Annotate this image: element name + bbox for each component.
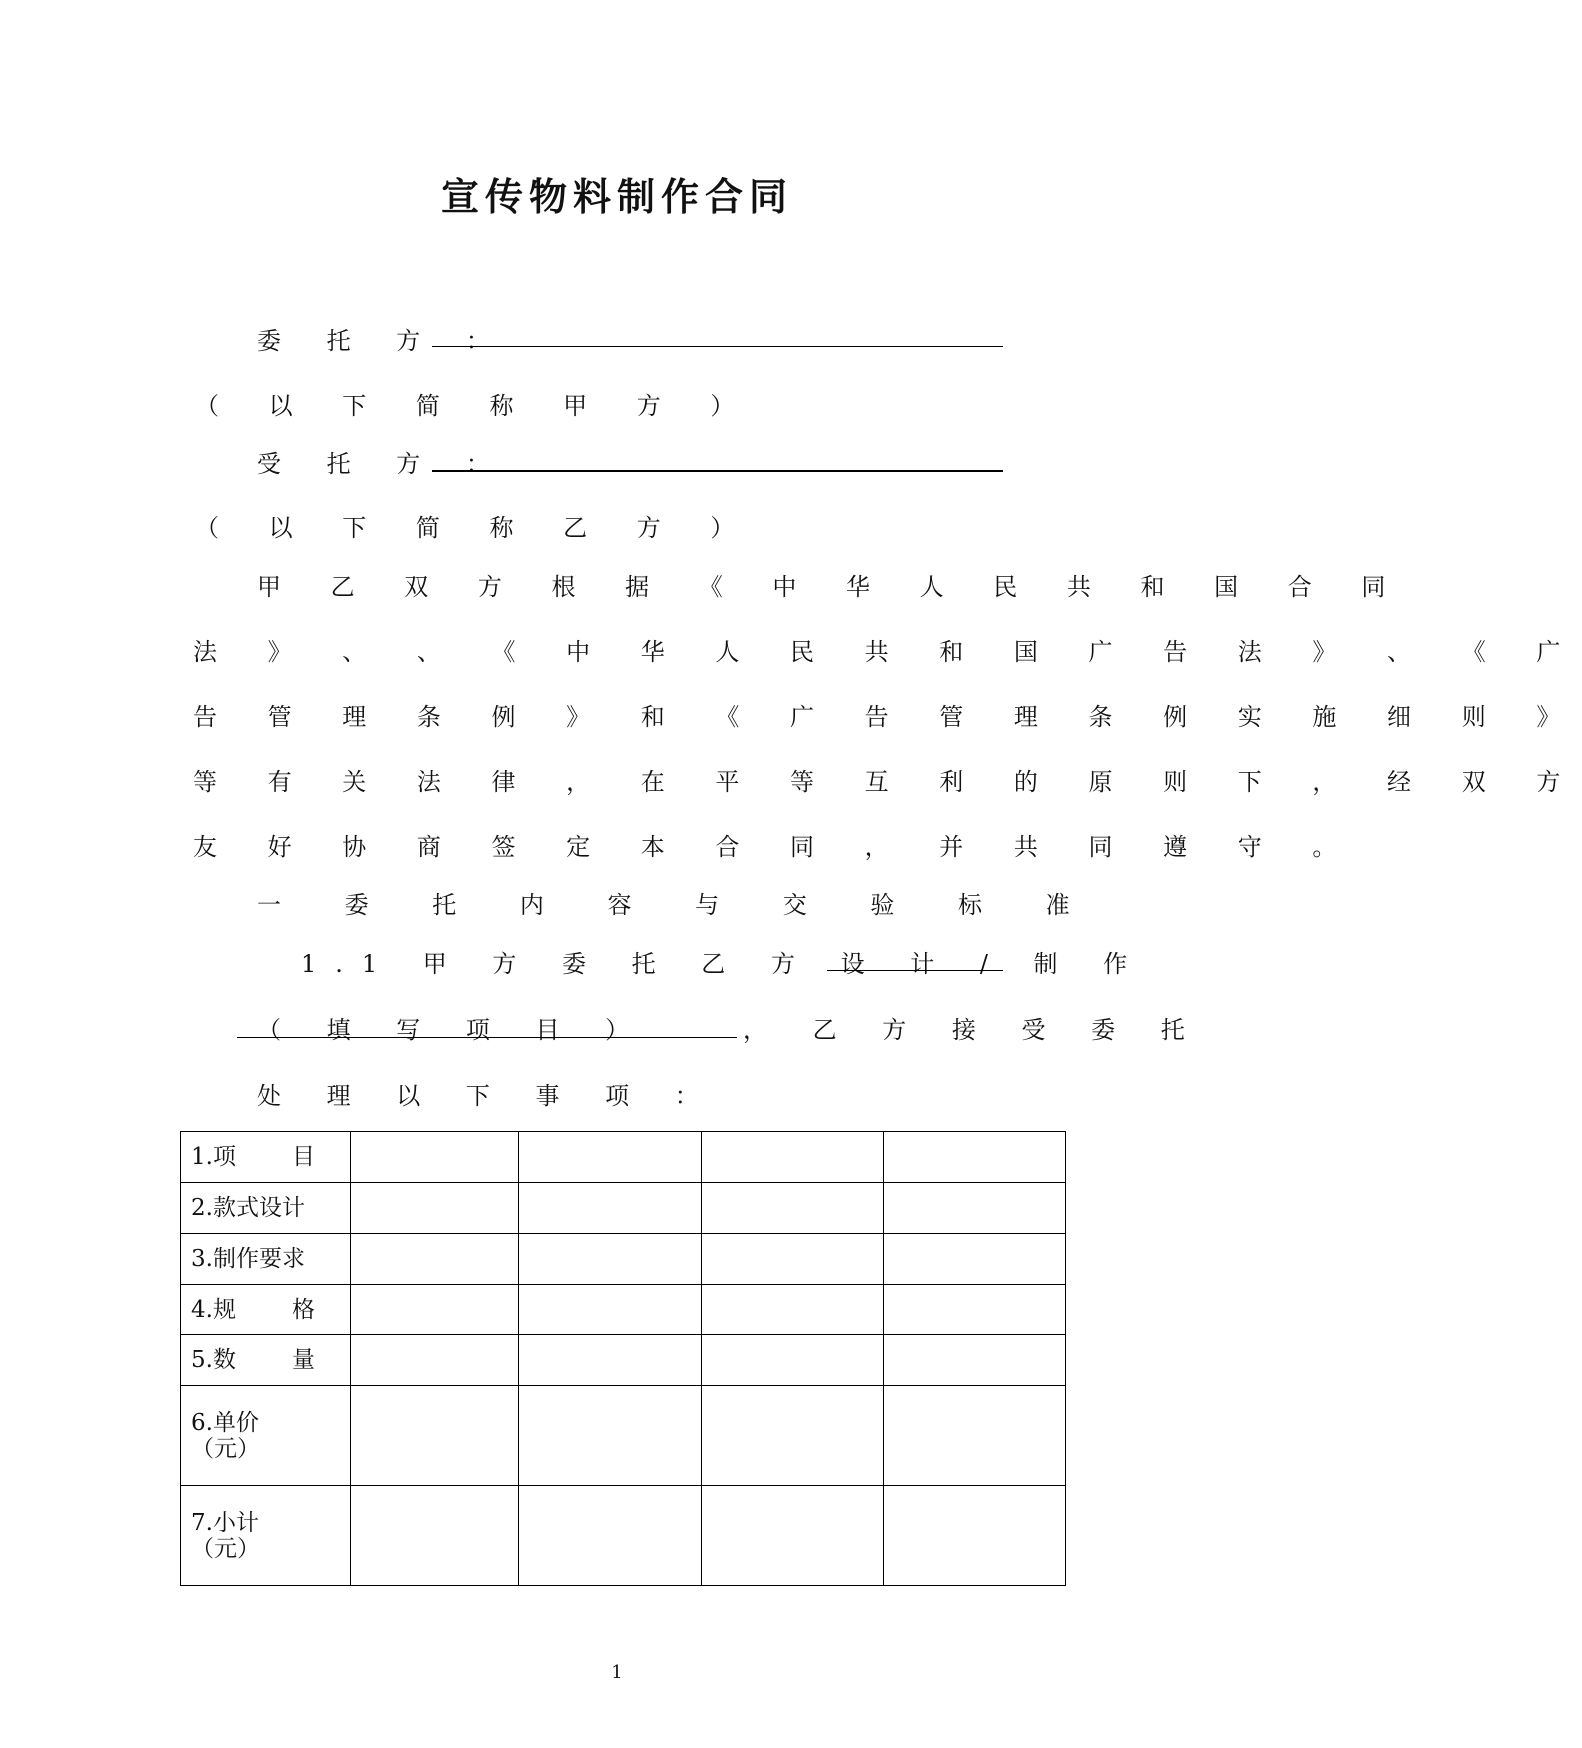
table-cell[interactable] [884, 1284, 1066, 1335]
client-label: 委 托 方 ： [257, 327, 509, 355]
row-label: 5.数 量 [181, 1335, 351, 1386]
preamble-line: 甲 乙 双 方 根 据 《 中 华 人 民 共 和 国 合 同 [257, 573, 1407, 601]
table-cell[interactable] [351, 1335, 519, 1386]
table-cell[interactable] [702, 1386, 884, 1486]
table-cell[interactable] [519, 1335, 702, 1386]
preamble-line: 友 好 协 商 签 定 本 合 同 ， 并 共 同 遵 守 。 [193, 833, 1358, 861]
page-number: 1 [611, 1662, 623, 1683]
table-row [181, 1182, 1066, 1233]
table-cell[interactable] [702, 1284, 884, 1335]
preamble-line: 告 管 理 条 例 》 和 《 广 告 管 理 条 例 实 施 细 则 》 [193, 703, 1582, 731]
section-heading: 一 委 托 内 容 与 交 验 标 准 [257, 891, 1090, 919]
table-cell[interactable] [519, 1233, 702, 1284]
table-cell[interactable] [702, 1335, 884, 1386]
table-cell[interactable] [351, 1386, 519, 1486]
table-cell[interactable] [884, 1386, 1066, 1486]
table-cell[interactable] [884, 1182, 1066, 1233]
row-label: 4.规 格 [181, 1284, 351, 1335]
table-row [181, 1335, 1066, 1386]
row-label: 7.小计 （元） [181, 1486, 351, 1586]
table-cell[interactable] [884, 1132, 1066, 1183]
table-cell[interactable] [702, 1486, 884, 1586]
table-cell[interactable] [351, 1132, 519, 1183]
table-cell[interactable] [702, 1182, 884, 1233]
table-row [181, 1386, 1066, 1486]
preamble-line: 等 有 关 法 律 ， 在 平 等 互 利 的 原 则 下 ， 经 双 方 [193, 768, 1582, 796]
contractor-label: 受 托 方 ： [257, 450, 509, 478]
table-cell[interactable] [884, 1486, 1066, 1586]
clause-1-1-prefix: 1.1 甲 方 委 托 乙 方 设 计 / 制 作 [301, 950, 1147, 978]
document-title: 宣传物料制作合同 [440, 174, 793, 219]
contractor-fill-line[interactable] [432, 470, 1003, 472]
clause-1-1-suffix: ， 乙 方 接 受 委 托 [743, 1016, 1204, 1044]
client-fill-line[interactable] [432, 346, 1003, 347]
table-cell[interactable] [519, 1182, 702, 1233]
row-label: 6.单价 （元） [181, 1386, 351, 1486]
row-label: 3.制作要求 [181, 1233, 351, 1284]
fill-item-line[interactable] [237, 1037, 737, 1038]
table-cell[interactable] [702, 1233, 884, 1284]
row-label: 2.款式设计 [181, 1182, 351, 1233]
table-cell[interactable] [702, 1132, 884, 1183]
table-row [181, 1284, 1066, 1335]
items-table [180, 1131, 1066, 1586]
table-cell[interactable] [519, 1386, 702, 1486]
table-cell[interactable] [351, 1486, 519, 1586]
table-cell[interactable] [884, 1335, 1066, 1386]
table-cell[interactable] [519, 1284, 702, 1335]
clause-1-1-tail: 处 理 以 下 事 项 ： [257, 1082, 718, 1110]
table-cell[interactable] [884, 1233, 1066, 1284]
table-cell[interactable] [351, 1233, 519, 1284]
fill-item-hint: （ 填 写 项 目 ） [257, 1016, 649, 1044]
table-cell[interactable] [351, 1284, 519, 1335]
project-fill-line[interactable] [827, 970, 1003, 971]
table-row [181, 1233, 1066, 1284]
table-cell[interactable] [519, 1132, 702, 1183]
table-row [181, 1132, 1066, 1183]
table-row [181, 1486, 1066, 1586]
preamble-line: 法 》 、 、 《 中 华 人 民 共 和 国 广 告 法 》 、 《 广 [193, 638, 1582, 666]
table-cell[interactable] [351, 1182, 519, 1233]
row-label: 1.项 目 [181, 1132, 351, 1183]
contractor-alias: （ 以 下 简 称 乙 方 ） [195, 514, 756, 542]
client-alias: （ 以 下 简 称 甲 方 ） [195, 392, 756, 420]
table-cell[interactable] [519, 1486, 702, 1586]
